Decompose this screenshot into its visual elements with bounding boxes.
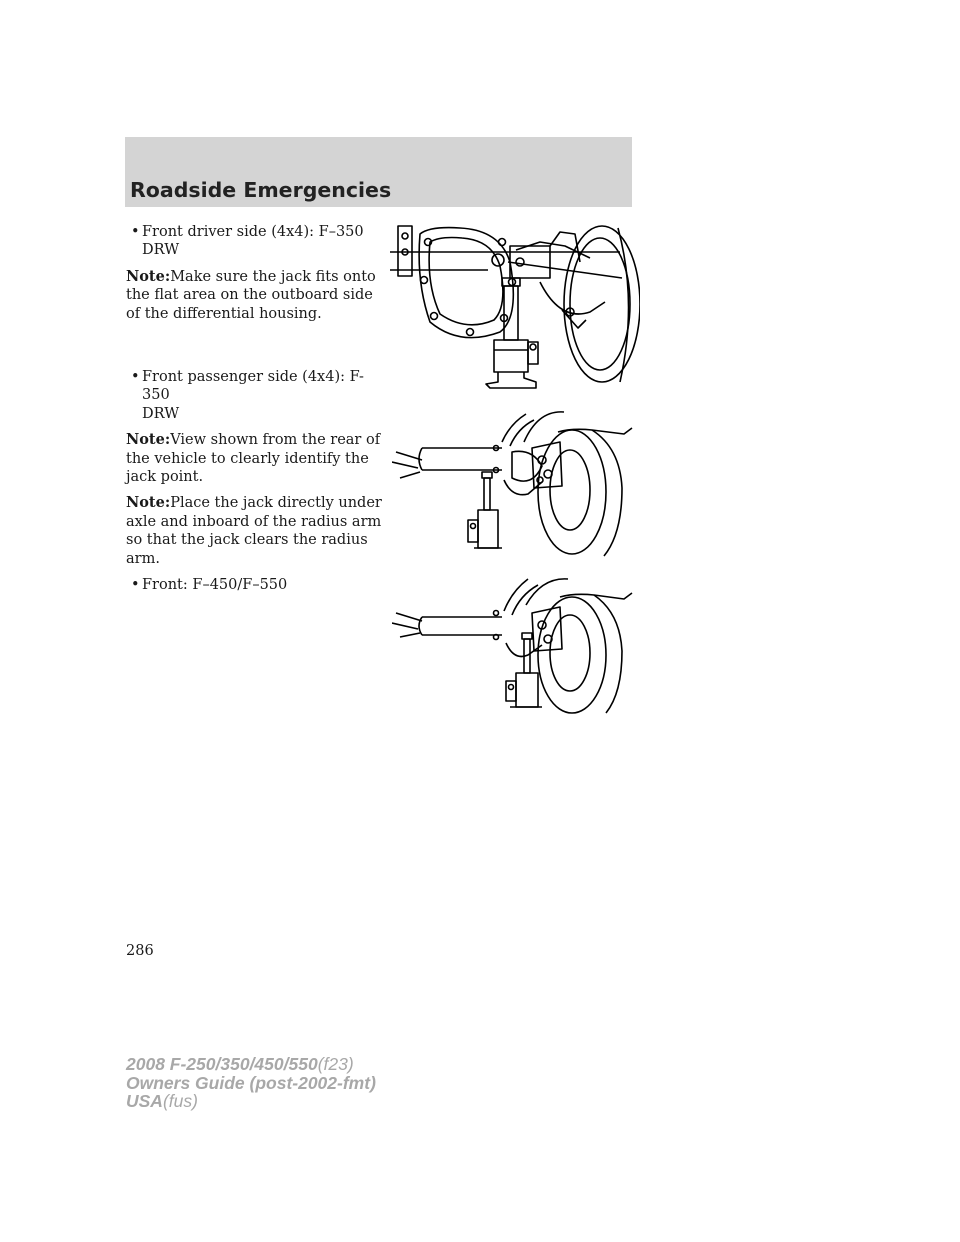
note-label: Note: [126,494,171,512]
figure-passenger-side-jack-point [392,408,637,558]
bullet-front-passenger-side [126,368,384,423]
bullet-marker: • [131,369,140,386]
note-jack-fit [126,268,384,323]
note-text: View shown from the rear of the vehicle to clearly identify the jack point. [126,432,381,486]
footer-model-code: (f23) [317,1054,354,1074]
note-view-from-rear [126,431,384,486]
note-text: Make sure the jack fits onto the flat area on the outboard side of the differential housing. [126,268,376,322]
note-label: Note: [126,267,171,285]
bullet-text: Front: F–450/F–550 [142,577,288,594]
bullet-text-cont: DRW [142,405,180,422]
instruction-text-column [126,223,384,595]
note-label: Note: [126,431,171,449]
section-title: Roadside Emergencies [130,178,392,202]
footer-guide-type: Owners Guide (post-2002-fmt) [126,1072,376,1093]
note-text: Place the jack directly under axle and inboard of the radius arm so that the jack clears the radius arm. [126,495,382,567]
note-jack-placement [126,494,384,568]
bullet-text: Front driver side (4x4): F–350 [142,224,364,240]
bullet-marker: • [131,577,140,594]
bullet-marker: • [131,224,140,240]
figure-f450-f550-jack-point [392,575,637,715]
footer-market-code: (fus) [162,1091,198,1111]
bullet-front-f450-f550 [126,576,384,594]
bullet-text-cont: DRW [142,242,180,259]
figure-driver-side-jack-point [390,222,640,390]
bullet-front-driver-side [126,223,384,260]
document-footer [126,1055,376,1111]
bullet-text: Front passenger side (4x4): F-350 [142,369,364,404]
page-number: 286 [126,943,154,959]
footer-market: USA [126,1091,163,1111]
footer-model: 2008 F-250/350/450/550 [126,1054,318,1074]
